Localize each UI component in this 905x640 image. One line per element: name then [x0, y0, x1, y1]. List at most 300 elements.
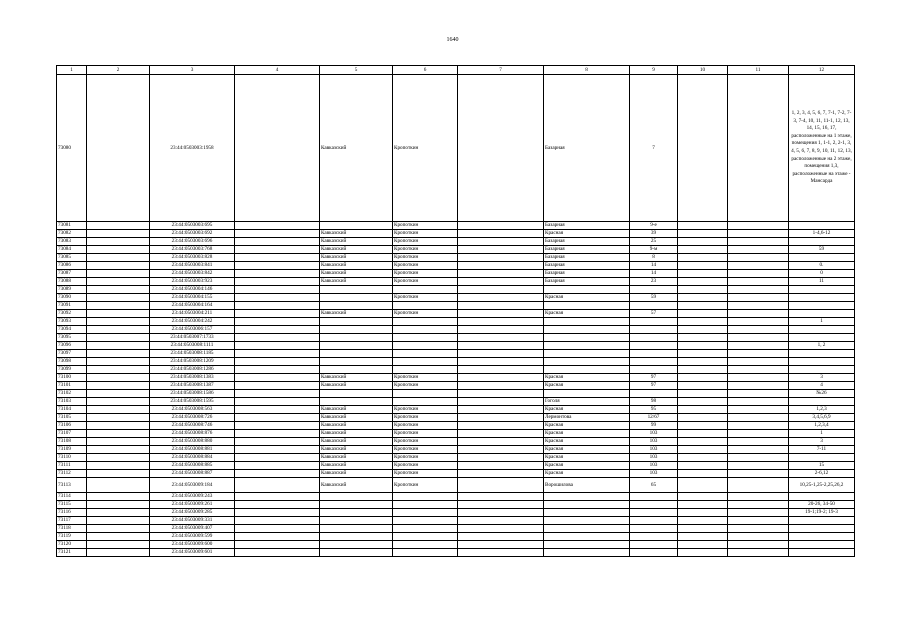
empty-cell: [458, 414, 544, 422]
empty-cell: [728, 342, 789, 350]
registry-table: [56, 65, 855, 557]
premises-cell: 0.: [789, 262, 855, 270]
street-cell: [544, 541, 630, 549]
cadastral-number-cell: 23:44:0503008:1111: [150, 342, 235, 350]
city-cell: Кропоткин: [393, 374, 458, 382]
empty-cell: [235, 230, 320, 238]
house-number-cell: 103: [630, 446, 678, 454]
street-cell: [544, 390, 630, 398]
cadastral-number-cell: 23:44:0503008:1586: [150, 390, 235, 398]
table-row: [57, 414, 855, 422]
empty-cell: [458, 262, 544, 270]
empty-cell: [728, 310, 789, 318]
empty-cell: [678, 390, 728, 398]
empty-cell: [458, 318, 544, 326]
city-cell: [393, 549, 458, 557]
empty-cell: [678, 302, 728, 310]
city-cell: [393, 390, 458, 398]
empty-cell: [728, 270, 789, 278]
empty-cell: [87, 382, 150, 390]
table-row: [57, 358, 855, 366]
district-cell: [320, 222, 393, 230]
empty-cell: [87, 446, 150, 454]
empty-cell: [728, 470, 789, 478]
cadastral-number-cell: 23:44:0503003:692: [150, 230, 235, 238]
house-number-cell: 7: [630, 75, 678, 222]
row-number-cell: 73115: [57, 501, 87, 509]
house-number-cell: [630, 366, 678, 374]
house-number-cell: [630, 517, 678, 525]
premises-cell: 11: [789, 278, 855, 286]
empty-cell: [87, 493, 150, 501]
empty-cell: [678, 294, 728, 302]
empty-cell: [458, 406, 544, 414]
house-number-cell: [630, 525, 678, 533]
row-number-cell: 73111: [57, 462, 87, 470]
street-cell: [544, 517, 630, 525]
house-number-cell: 14: [630, 270, 678, 278]
empty-cell: [728, 446, 789, 454]
empty-cell: [728, 262, 789, 270]
house-number-cell: [630, 549, 678, 557]
empty-cell: [678, 470, 728, 478]
city-cell: Кропоткин: [393, 446, 458, 454]
house-number-cell: 14: [630, 262, 678, 270]
table-row: [57, 454, 855, 462]
city-cell: [393, 398, 458, 406]
empty-cell: [458, 478, 544, 493]
cadastral-number-cell: 23:44:0503009:407: [150, 525, 235, 533]
district-cell: [320, 501, 393, 509]
empty-cell: [728, 525, 789, 533]
empty-cell: [678, 493, 728, 501]
empty-cell: [235, 414, 320, 422]
city-cell: Кропоткин: [393, 462, 458, 470]
empty-cell: [728, 222, 789, 230]
district-cell: Кавказский: [320, 310, 393, 318]
city-cell: [393, 525, 458, 533]
premises-cell: №26: [789, 390, 855, 398]
cadastral-number-cell: 23:44:0503009:600: [150, 541, 235, 549]
house-number-cell: 39: [630, 230, 678, 238]
empty-cell: [87, 509, 150, 517]
street-cell: Красная: [544, 438, 630, 446]
row-number-cell: 73094: [57, 326, 87, 334]
table-row: [57, 446, 855, 454]
empty-cell: [458, 294, 544, 302]
house-number-cell: 57: [630, 310, 678, 318]
house-number-cell: [630, 326, 678, 334]
empty-cell: [678, 286, 728, 294]
row-number-cell: 73106: [57, 422, 87, 430]
empty-cell: [87, 454, 150, 462]
empty-cell: [87, 438, 150, 446]
empty-cell: [678, 246, 728, 254]
street-cell: Красная: [544, 446, 630, 454]
col-header: 8: [544, 66, 630, 75]
city-cell: [393, 517, 458, 525]
empty-cell: [87, 549, 150, 557]
table-row: [57, 390, 855, 398]
empty-cell: [235, 254, 320, 262]
street-cell: Красная: [544, 310, 630, 318]
cadastral-number-cell: 23:44:0503004:242: [150, 318, 235, 326]
table-row: [57, 326, 855, 334]
empty-cell: [728, 254, 789, 262]
street-cell: [544, 549, 630, 557]
street-cell: [544, 358, 630, 366]
row-number-cell: 73089: [57, 286, 87, 294]
row-number-cell: 73096: [57, 342, 87, 350]
empty-cell: [678, 334, 728, 342]
empty-cell: [678, 326, 728, 334]
table-row: [57, 238, 855, 246]
city-cell: Кропоткин: [393, 310, 458, 318]
cadastral-number-cell: 23:44:0503008:887: [150, 470, 235, 478]
page-number: 1640: [446, 37, 459, 43]
city-cell: Кропоткин: [393, 230, 458, 238]
district-cell: [320, 294, 393, 302]
city-cell: Кропоткин: [393, 246, 458, 254]
city-cell: Кропоткин: [393, 438, 458, 446]
empty-cell: [458, 382, 544, 390]
empty-cell: [458, 278, 544, 286]
street-cell: Красная: [544, 382, 630, 390]
row-number-cell: 73085: [57, 254, 87, 262]
street-cell: Базарная: [544, 254, 630, 262]
empty-cell: [728, 517, 789, 525]
district-cell: [320, 541, 393, 549]
empty-cell: [458, 75, 544, 222]
city-cell: [393, 326, 458, 334]
empty-cell: [235, 318, 320, 326]
empty-cell: [728, 422, 789, 430]
empty-cell: [235, 302, 320, 310]
row-number-cell: 73121: [57, 549, 87, 557]
house-number-cell: 103: [630, 430, 678, 438]
empty-cell: [235, 358, 320, 366]
col-header: 1: [57, 66, 87, 75]
empty-cell: [87, 75, 150, 222]
empty-cell: [678, 454, 728, 462]
district-cell: [320, 366, 393, 374]
empty-cell: [678, 230, 728, 238]
empty-cell: [235, 278, 320, 286]
empty-cell: [678, 414, 728, 422]
empty-cell: [678, 517, 728, 525]
row-number-cell: 73110: [57, 454, 87, 462]
premises-cell: 59: [789, 246, 855, 254]
row-number-cell: 73100: [57, 374, 87, 382]
empty-cell: [678, 278, 728, 286]
empty-cell: [235, 501, 320, 509]
house-number-cell: [630, 302, 678, 310]
empty-cell: [678, 350, 728, 358]
empty-cell: [87, 358, 150, 366]
empty-cell: [87, 366, 150, 374]
street-cell: [544, 533, 630, 541]
empty-cell: [678, 382, 728, 390]
table-row: [57, 318, 855, 326]
row-number-cell: 73102: [57, 390, 87, 398]
empty-cell: [678, 270, 728, 278]
empty-cell: [728, 366, 789, 374]
cadastral-number-cell: 23:44:0503008:885: [150, 462, 235, 470]
district-cell: Кавказский: [320, 438, 393, 446]
premises-cell: [789, 334, 855, 342]
street-cell: [544, 501, 630, 509]
table-row: [57, 246, 855, 254]
empty-cell: [678, 75, 728, 222]
cadastral-number-cell: 23:44:0503008:1209: [150, 358, 235, 366]
street-cell: [544, 342, 630, 350]
empty-cell: [235, 262, 320, 270]
empty-cell: [87, 342, 150, 350]
street-cell: Гоголя: [544, 398, 630, 406]
district-cell: [320, 493, 393, 501]
premises-cell: [789, 254, 855, 262]
premises-cell: [789, 454, 855, 462]
empty-cell: [235, 310, 320, 318]
table-row: [57, 222, 855, 230]
empty-cell: [235, 326, 320, 334]
empty-cell: [458, 254, 544, 262]
premises-cell: [789, 549, 855, 557]
city-cell: [393, 541, 458, 549]
empty-cell: [728, 374, 789, 382]
premises-cell: 1, 2, 3, 4, 5, 6, 7, 7-1, 7-2, 7-3, 7-4, 10, 11, 11-1, 12, 13, 14, 15, 16, 17, расположенные на 1 этаже, помещения 1, 1-1, 2, 2-1, 3, 4, 5, 6, 7, 8, 9, 10, 11, 12, 13, расположенные на 2 этаже, помещения 1,3, расположенные на этаже - Мансарда: [789, 75, 855, 222]
street-cell: Красная: [544, 374, 630, 382]
empty-cell: [235, 398, 320, 406]
empty-cell: [728, 350, 789, 358]
empty-cell: [87, 222, 150, 230]
district-cell: Кавказский: [320, 406, 393, 414]
row-number-cell: 73117: [57, 517, 87, 525]
empty-cell: [678, 525, 728, 533]
table-row: [57, 430, 855, 438]
district-cell: [320, 342, 393, 350]
table-row: [57, 470, 855, 478]
empty-cell: [235, 75, 320, 222]
empty-cell: [458, 446, 544, 454]
district-cell: Кавказский: [320, 478, 393, 493]
empty-cell: [235, 350, 320, 358]
district-cell: Кавказский: [320, 382, 393, 390]
empty-cell: [728, 326, 789, 334]
house-number-cell: [630, 334, 678, 342]
premises-cell: [789, 398, 855, 406]
empty-cell: [235, 446, 320, 454]
empty-cell: [728, 246, 789, 254]
street-cell: Красная: [544, 430, 630, 438]
empty-cell: [728, 75, 789, 222]
city-cell: [393, 318, 458, 326]
empty-cell: [235, 246, 320, 254]
house-number-cell: 95: [630, 406, 678, 414]
house-number-cell: 97: [630, 374, 678, 382]
table-row: [57, 422, 855, 430]
cadastral-number-cell: 23:44:0503008:726: [150, 414, 235, 422]
table-row: [57, 478, 855, 493]
street-cell: Базарная: [544, 222, 630, 230]
row-number-cell: 73082: [57, 230, 87, 238]
empty-cell: [87, 430, 150, 438]
district-cell: Кавказский: [320, 262, 393, 270]
table-row: [57, 525, 855, 533]
row-number-cell: 73104: [57, 406, 87, 414]
empty-cell: [728, 238, 789, 246]
city-cell: Кропоткин: [393, 254, 458, 262]
cadastral-number-cell: 23:44:0503003:841: [150, 262, 235, 270]
district-cell: [320, 318, 393, 326]
row-number-cell: 73080: [57, 75, 87, 222]
city-cell: Кропоткин: [393, 382, 458, 390]
street-cell: Лермонтова: [544, 414, 630, 422]
district-cell: Кавказский: [320, 230, 393, 238]
house-number-cell: 9-м: [630, 246, 678, 254]
city-cell: Кропоткин: [393, 75, 458, 222]
cadastral-number-cell: 23:44:0503006:157: [150, 326, 235, 334]
premises-cell: 7-11: [789, 446, 855, 454]
street-cell: Красная: [544, 454, 630, 462]
city-cell: [393, 501, 458, 509]
empty-cell: [458, 438, 544, 446]
empty-cell: [235, 222, 320, 230]
empty-cell: [728, 302, 789, 310]
empty-cell: [678, 262, 728, 270]
empty-cell: [87, 318, 150, 326]
table-row: [57, 501, 855, 509]
empty-cell: [678, 222, 728, 230]
table-row: [57, 254, 855, 262]
row-number-cell: 73093: [57, 318, 87, 326]
row-number-cell: 73116: [57, 509, 87, 517]
cadastral-number-cell: 23:44:0503003:768: [150, 246, 235, 254]
city-cell: [393, 533, 458, 541]
row-number-cell: 73090: [57, 294, 87, 302]
empty-cell: [728, 414, 789, 422]
cadastral-number-cell: 23:44:0503008:1383: [150, 374, 235, 382]
empty-cell: [458, 350, 544, 358]
empty-cell: [678, 254, 728, 262]
city-cell: [393, 286, 458, 294]
empty-cell: [678, 398, 728, 406]
cadastral-number-cell: 23:44:0503008:881: [150, 446, 235, 454]
table-row: [57, 406, 855, 414]
table-row: [57, 462, 855, 470]
district-cell: Кавказский: [320, 454, 393, 462]
table-row: [57, 278, 855, 286]
empty-cell: [235, 438, 320, 446]
empty-cell: [728, 438, 789, 446]
empty-cell: [458, 509, 544, 517]
street-cell: [544, 366, 630, 374]
city-cell: [393, 350, 458, 358]
empty-cell: [458, 454, 544, 462]
district-cell: Кавказский: [320, 374, 393, 382]
house-number-cell: 65: [630, 478, 678, 493]
empty-cell: [235, 382, 320, 390]
cadastral-number-cell: 23:44:0503007:1733: [150, 334, 235, 342]
house-number-cell: 23: [630, 278, 678, 286]
district-cell: [320, 286, 393, 294]
cadastral-number-cell: 23:44:0503009:261: [150, 501, 235, 509]
row-number-cell: 73108: [57, 438, 87, 446]
premises-cell: [789, 294, 855, 302]
empty-cell: [87, 374, 150, 382]
empty-cell: [458, 470, 544, 478]
city-cell: [393, 342, 458, 350]
table-row: [57, 334, 855, 342]
street-cell: Красная: [544, 230, 630, 238]
street-cell: Красная: [544, 294, 630, 302]
district-cell: [320, 334, 393, 342]
empty-cell: [87, 414, 150, 422]
house-number-cell: [630, 390, 678, 398]
city-cell: [393, 366, 458, 374]
house-number-cell: 98: [630, 398, 678, 406]
empty-cell: [235, 422, 320, 430]
empty-cell: [235, 549, 320, 557]
row-number-cell: 73098: [57, 358, 87, 366]
house-number-cell: [630, 286, 678, 294]
house-number-cell: 12/67: [630, 414, 678, 422]
district-cell: Кавказский: [320, 254, 393, 262]
empty-cell: [458, 525, 544, 533]
district-cell: [320, 525, 393, 533]
empty-cell: [678, 358, 728, 366]
cadastral-number-cell: 23:44:0503004:155: [150, 294, 235, 302]
premises-cell: 3,4,5,6,9: [789, 414, 855, 422]
house-number-cell: [630, 358, 678, 366]
empty-cell: [87, 470, 150, 478]
house-number-cell: 103: [630, 470, 678, 478]
empty-cell: [678, 318, 728, 326]
street-cell: [544, 493, 630, 501]
street-cell: [544, 350, 630, 358]
empty-cell: [235, 517, 320, 525]
empty-cell: [458, 501, 544, 509]
empty-cell: [235, 406, 320, 414]
premises-cell: 2-6,12: [789, 470, 855, 478]
row-number-cell: 73095: [57, 334, 87, 342]
street-cell: Базарная: [544, 246, 630, 254]
empty-cell: [235, 525, 320, 533]
empty-cell: [678, 501, 728, 509]
empty-cell: [458, 462, 544, 470]
premises-cell: 1: [789, 430, 855, 438]
empty-cell: [87, 278, 150, 286]
cadastral-number-cell: 23:44:0503009:184: [150, 478, 235, 493]
premises-cell: 1,2,3,4: [789, 422, 855, 430]
street-cell: Красная: [544, 406, 630, 414]
table-row: [57, 75, 855, 222]
city-cell: Кропоткин: [393, 294, 458, 302]
empty-cell: [458, 222, 544, 230]
row-number-cell: 73081: [57, 222, 87, 230]
house-number-cell: [630, 541, 678, 549]
empty-cell: [87, 238, 150, 246]
premises-cell: 3: [789, 374, 855, 382]
premises-cell: [789, 238, 855, 246]
house-number-cell: [630, 533, 678, 541]
cadastral-number-cell: 23:44:0503003:842: [150, 270, 235, 278]
cadastral-number-cell: 23:44:0503009:243: [150, 493, 235, 501]
empty-cell: [87, 334, 150, 342]
premises-cell: [789, 302, 855, 310]
row-number-cell: 73114: [57, 493, 87, 501]
row-number-cell: 73112: [57, 470, 87, 478]
